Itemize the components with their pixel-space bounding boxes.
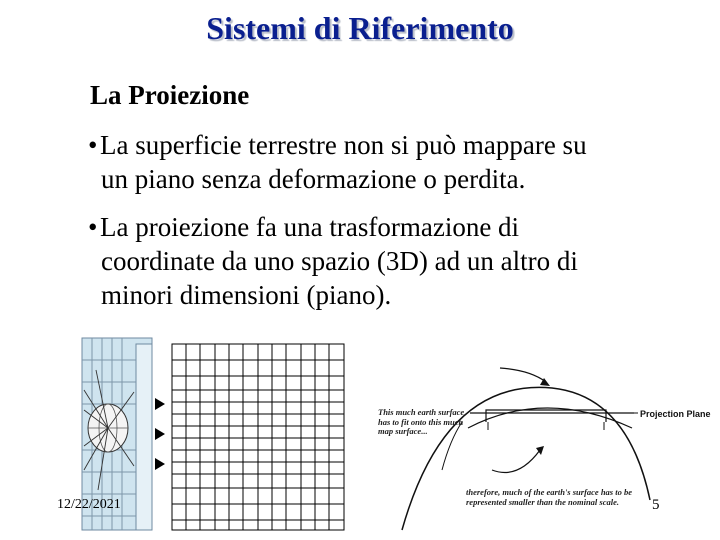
bullet-dot: •	[88, 212, 98, 242]
figure-caption-top: This much earth surface has to fit onto this much map surface...	[378, 407, 465, 436]
bullet-line: minori dimensioni (piano).	[101, 280, 392, 310]
arrowheads	[536, 378, 550, 455]
page-title: Sistemi di Riferimento	[206, 10, 514, 46]
figure-caption-bottom: therefore, much of the earth's surface has to be represented smaller than the nominal scale.	[466, 487, 632, 507]
bullet-line: un piano senza deformazione o perdita.	[101, 164, 526, 194]
page-number: 5	[652, 497, 660, 513]
footer-date: 12/22/2021	[57, 497, 121, 512]
bullet-item	[88, 128, 587, 196]
section-subtitle: La Proiezione	[90, 80, 250, 110]
bullet-text: La superficie terrestre non si può mappare su	[100, 130, 587, 160]
bullet-line: coordinate da uno spazio (3D) ad un altro di	[101, 246, 578, 276]
bullet-item	[88, 210, 578, 312]
bullet-line	[88, 212, 519, 242]
bullet-dot: •	[88, 130, 98, 160]
bullet-line	[88, 130, 587, 160]
projection-plane-label: Projection Plane	[640, 409, 711, 419]
bullet-text: La proiezione fa una trasformazione di	[100, 212, 520, 242]
flattened-map-grid	[172, 344, 344, 530]
